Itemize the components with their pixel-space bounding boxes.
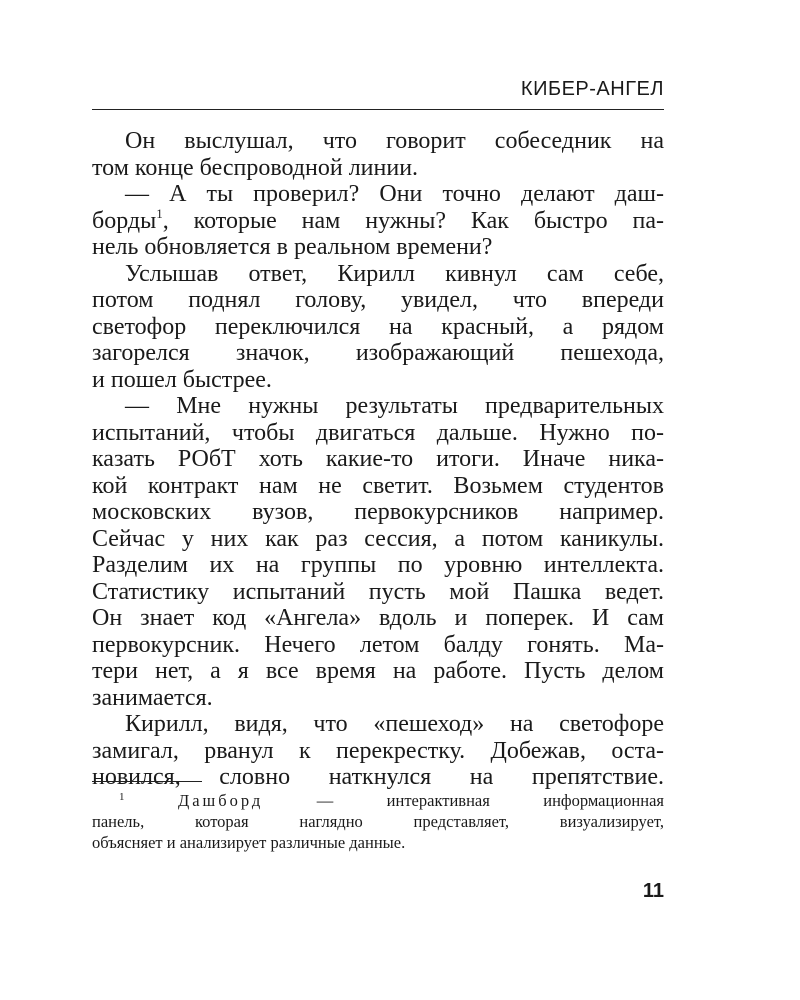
text-line: и пошел быстрее. [92, 366, 272, 393]
text-line: кой контракт нам не светит. Возьмем студентов [92, 472, 664, 499]
text-line: занимается. [92, 684, 213, 711]
text-fragment: борды [92, 207, 157, 234]
text-line: первокурсник. Нечего летом балду гонять. Ма- [92, 631, 664, 658]
text-line: том конце беспроводной линии. [92, 154, 419, 181]
footnote-reference: 1 [156, 205, 163, 221]
running-head: КИБЕР-АНГЕЛ [520, 78, 664, 100]
footnote-line [92, 790, 664, 811]
footnote-term: Дашборд [177, 791, 264, 810]
text-line: потом поднял голову, увидел, что впереди [92, 287, 664, 313]
footnote-definition: — интерактивная информационная [263, 791, 664, 810]
text-line: нель обновляется в реальном времени? [92, 234, 493, 260]
footnote-line: объясняет и анализирует различные данные. [92, 833, 406, 852]
text-line: Он знает код «Ангела» вдоль и поперек. И сам [92, 605, 664, 631]
text-line: новился, словно наткнулся на препятствие. [92, 764, 664, 790]
header-rule [92, 109, 664, 110]
text-line: замигал, рванул к перекрестку. Добежав, оста- [92, 737, 664, 764]
text-line: тери нет, а я все время на работе. Пусть делом [92, 658, 664, 684]
footnote-rule [92, 781, 202, 782]
text-line [92, 205, 664, 235]
footnote-number: 1 [119, 791, 125, 803]
text-line: Услышав ответ, Кирилл кивнул сам себе, [125, 260, 664, 287]
footnote [92, 790, 664, 853]
text-line: Кирилл, видя, что «пешеход» на светофоре [125, 711, 664, 737]
text-line: испытаний, чтобы двигаться дальше. Нужно по- [92, 419, 664, 446]
text-line: загорелся значок, изображающий пешехода, [92, 340, 664, 366]
text-line: — Мне нужны результаты предварительных [125, 393, 664, 419]
book-page [92, 0, 664, 1000]
text-line: московских вузов, первокурсников например. [92, 499, 664, 525]
body-text [92, 128, 664, 791]
page-number: 11 [642, 880, 664, 902]
text-line: Он выслушал, что говорит собеседник на [125, 128, 664, 154]
footnote-line: панель, которая наглядно представляет, визуализирует, [92, 812, 664, 831]
text-line: казать РОбТ хоть какие-то итоги. Иначе ника- [92, 446, 664, 472]
text-fragment: , которые нам нужны? Как быстро па- [162, 207, 664, 234]
text-line: Сейчас у них как раз сессия, а потом каникулы. [92, 525, 664, 552]
text-line: Разделим их на группы по уровню интеллекта. [92, 552, 664, 578]
text-line: — А ты проверил? Они точно делают даш- [125, 181, 664, 207]
text-line: Статистику испытаний пусть мой Пашка ведет. [92, 578, 664, 605]
text-line: светофор переключился на красный, а рядом [92, 313, 664, 340]
